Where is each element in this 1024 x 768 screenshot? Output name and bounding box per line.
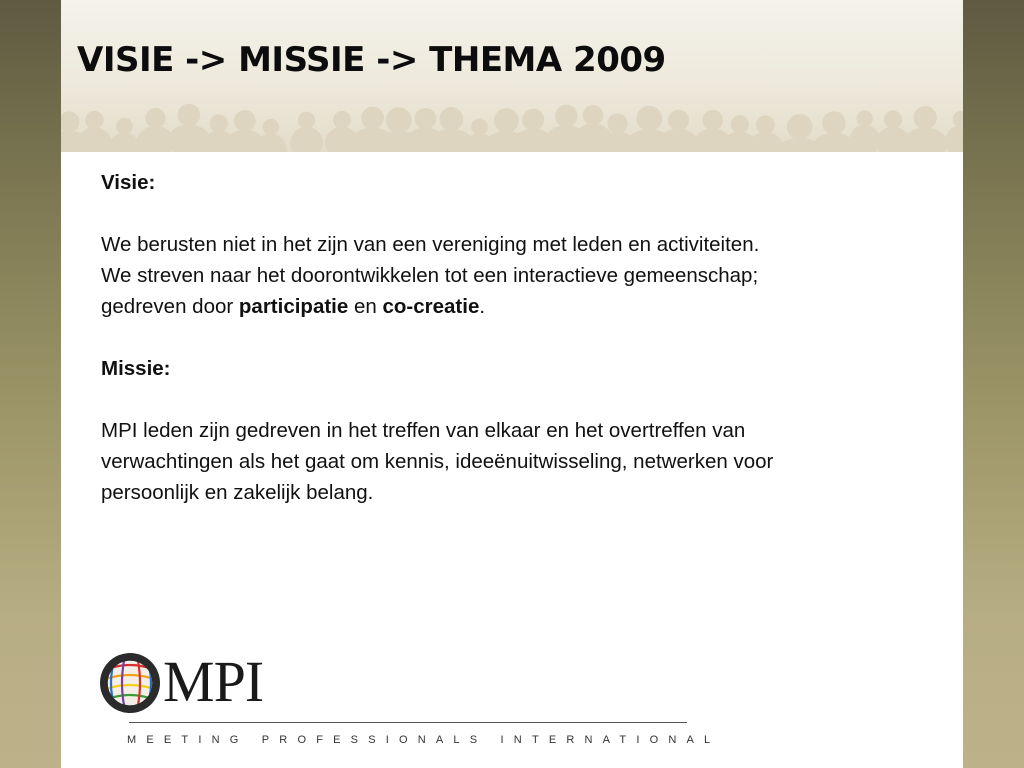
participatie-emphasis: participatie bbox=[238, 295, 349, 318]
mpi-wordmark: MPI bbox=[163, 649, 264, 714]
logo-divider bbox=[129, 722, 687, 723]
visie-line-1: We berusten niet in het zijn van een vereniging met leden en activiteiten. bbox=[101, 233, 760, 256]
visie-line-3-period: . bbox=[479, 295, 486, 318]
visie-heading: Visie: bbox=[101, 171, 156, 194]
slide bbox=[61, 0, 963, 768]
visie-line-3-text: gedreven door bbox=[101, 295, 239, 318]
slide-title: VISIE -> MISSIE -> THEMA 2009 bbox=[77, 40, 666, 80]
missie-heading: Missie: bbox=[101, 357, 171, 380]
logo-tagline: MEETING PROFESSIONALS INTERNATIONAL bbox=[127, 734, 721, 746]
visie-line-3 bbox=[101, 291, 951, 322]
slide-body bbox=[101, 167, 951, 508]
co-creatie-emphasis: co-creatie bbox=[382, 295, 480, 318]
slide-header bbox=[61, 0, 963, 152]
visie-line-3-text-2: en bbox=[348, 295, 383, 318]
missie-line-3: persoonlijk en zakelijk belang. bbox=[101, 481, 374, 504]
visie-line-2: We streven naar het doorontwikkelen tot een interactieve gemeenschap; bbox=[101, 264, 759, 287]
missie-line-1: MPI leden zijn gedreven in het treffen van elkaar en het overtreffen van bbox=[101, 419, 746, 442]
crowd-silhouette-banner bbox=[61, 92, 963, 152]
globe-icon bbox=[99, 652, 161, 714]
missie-line-2: verwachtingen als het gaat om kennis, ideeënuitwisseling, netwerken voor bbox=[101, 450, 774, 473]
mpi-logo bbox=[99, 649, 721, 752]
